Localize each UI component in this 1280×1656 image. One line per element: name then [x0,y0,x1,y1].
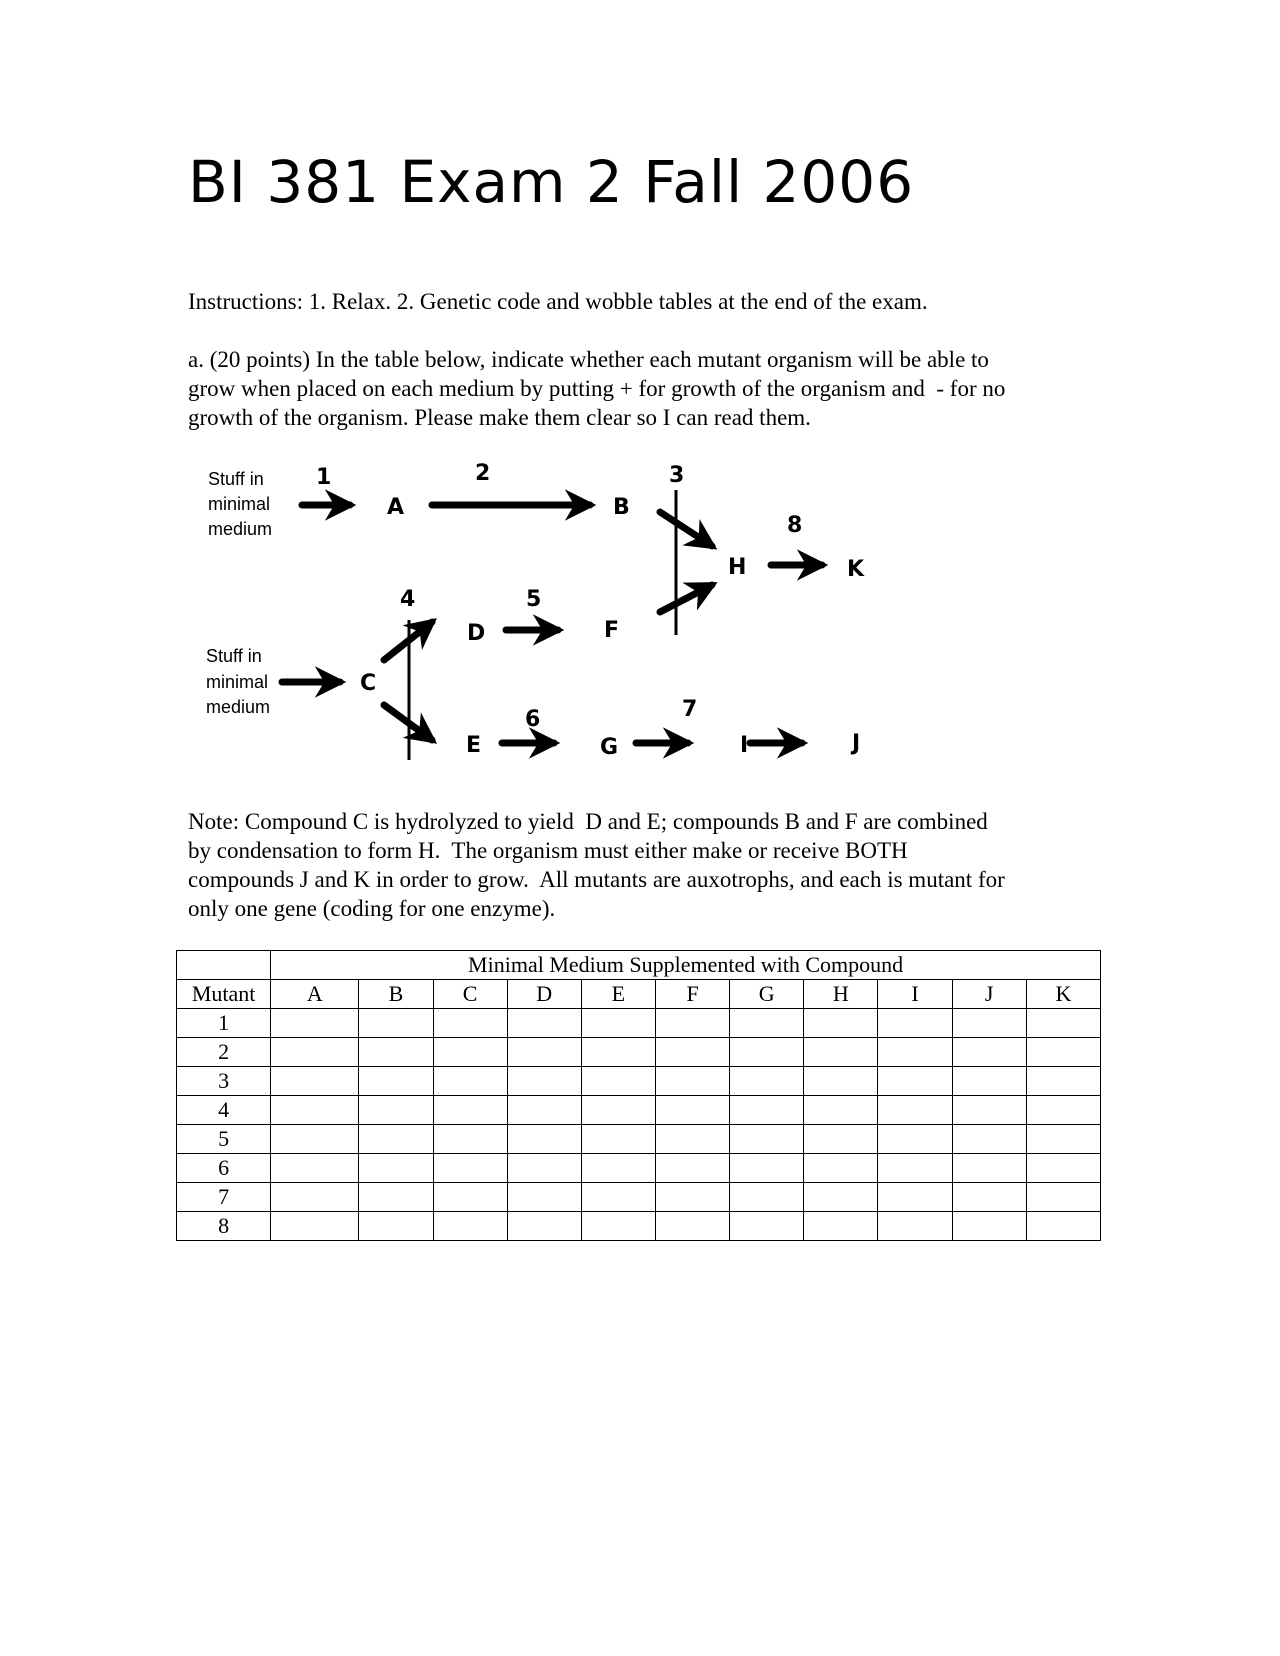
growth-answer-cell[interactable] [804,1096,878,1125]
mutant-number: 2 [177,1038,271,1067]
growth-answer-cell[interactable] [271,1038,359,1067]
growth-answer-cell[interactable] [730,1125,804,1154]
table-header-row [177,951,1101,980]
growth-answer-cell[interactable] [952,1125,1026,1154]
growth-answer-cell[interactable] [878,1038,952,1067]
source-label-line: minimal [208,494,271,514]
growth-answer-cell[interactable] [655,1067,729,1096]
growth-answer-cell[interactable] [1026,1183,1100,1212]
question-line: grow when placed on each medium by putting + for growth of the organism and - for no [188,376,1006,401]
growth-answer-cell[interactable] [1026,1096,1100,1125]
step-number: 5 [526,587,542,612]
growth-answer-cell[interactable] [952,1009,1026,1038]
growth-answer-cell[interactable] [271,1096,359,1125]
note-line: Note: Compound C is hydrolyzed to yield D and E; compounds B and F are combined [188,809,988,834]
compound-j: J [852,731,861,756]
growth-answer-cell[interactable] [655,1212,729,1241]
arrow-f-to-h [660,585,712,612]
mutant-number: 7 [177,1183,271,1212]
compound-e: E [466,733,482,758]
column-header: C [433,980,507,1009]
growth-answer-cell[interactable] [507,1038,581,1067]
growth-answer-cell[interactable] [433,1038,507,1067]
question-line: a. (20 points) In the table below, indicate whether each mutant organism will be able to [188,347,989,372]
growth-answer-cell[interactable] [1026,1038,1100,1067]
compound-h: H [728,555,747,580]
growth-answer-cell[interactable] [804,1154,878,1183]
growth-answer-cell[interactable] [507,1154,581,1183]
growth-answer-cell[interactable] [878,1096,952,1125]
growth-answer-cell[interactable] [878,1212,952,1241]
column-header: G [730,980,804,1009]
growth-answer-cell[interactable] [507,1009,581,1038]
mutant-number: 8 [177,1212,271,1241]
source-label-line: Stuff in [206,646,262,666]
growth-answer-cell[interactable] [581,1038,655,1067]
column-header: E [581,980,655,1009]
column-header: H [804,980,878,1009]
growth-answer-cell[interactable] [878,1125,952,1154]
growth-answer-cell[interactable] [804,1125,878,1154]
step-number: 3 [669,463,685,488]
note-line: compounds J and K in order to grow. All mutants are auxotrophs, and each is mutant for [188,867,1005,892]
growth-answer-cell[interactable] [581,1096,655,1125]
growth-answer-cell[interactable] [804,1038,878,1067]
growth-answer-cell[interactable] [655,1096,729,1125]
table-row [177,1038,1101,1067]
growth-answer-cell[interactable] [952,1038,1026,1067]
column-header: F [655,980,729,1009]
growth-answer-cell[interactable] [581,1154,655,1183]
growth-answer-cell[interactable] [1026,1125,1100,1154]
mutant-number: 1 [177,1009,271,1038]
mutant-number: 4 [177,1096,271,1125]
arrow-b-to-h [660,512,712,546]
note-line: by condensation to form H. The organism must either make or receive BOTH [188,838,908,863]
column-header: D [507,980,581,1009]
growth-answer-cell[interactable] [730,1009,804,1038]
growth-answer-cell[interactable] [271,1067,359,1096]
table-corner-cell [177,951,271,980]
source-label-line: medium [206,697,271,717]
column-header: A [271,980,359,1009]
column-header: B [359,980,433,1009]
growth-answer-cell[interactable] [433,1096,507,1125]
table-row [177,1154,1101,1183]
row-header-label: Mutant [177,980,271,1009]
growth-answer-cell[interactable] [271,1125,359,1154]
growth-answer-cell[interactable] [1026,1212,1100,1241]
compound-f: F [604,618,620,643]
growth-answer-cell[interactable] [804,1212,878,1241]
growth-answer-cell[interactable] [655,1009,729,1038]
growth-answer-cell[interactable] [359,1038,433,1067]
step-number: 1 [316,465,332,490]
growth-answer-cell[interactable] [507,1212,581,1241]
growth-answer-cell[interactable] [507,1183,581,1212]
growth-answer-cell[interactable] [878,1154,952,1183]
table-row [177,1125,1101,1154]
growth-answer-cell[interactable] [952,1096,1026,1125]
growth-answer-cell[interactable] [433,1183,507,1212]
growth-answer-cell[interactable] [581,1125,655,1154]
growth-answer-cell[interactable] [730,1038,804,1067]
growth-answer-cell[interactable] [655,1125,729,1154]
growth-answer-cell[interactable] [804,1067,878,1096]
growth-answer-cell[interactable] [271,1183,359,1212]
mutant-number: 3 [177,1067,271,1096]
growth-answer-cell[interactable] [878,1067,952,1096]
growth-answer-cell[interactable] [1026,1154,1100,1183]
source-label-line: Stuff in [208,469,264,489]
column-header: I [878,980,952,1009]
table-row [177,1067,1101,1096]
growth-answer-cell[interactable] [730,1154,804,1183]
growth-answer-cell[interactable] [359,1125,433,1154]
growth-answer-cell[interactable] [655,1183,729,1212]
growth-answer-cell[interactable] [952,1067,1026,1096]
growth-answer-cell[interactable] [271,1154,359,1183]
growth-answer-cell[interactable] [1026,1067,1100,1096]
mutant-growth-table [176,950,1101,1241]
growth-answer-cell[interactable] [433,1212,507,1241]
growth-answer-cell[interactable] [730,1067,804,1096]
compound-k: K [847,557,865,582]
growth-answer-cell[interactable] [581,1067,655,1096]
question-line: growth of the organism. Please make them clear so I can read them. [188,405,811,430]
step-number: 7 [682,697,698,722]
growth-answer-cell[interactable] [271,1009,359,1038]
growth-answer-cell[interactable] [730,1212,804,1241]
table-column-header-row [177,980,1101,1009]
growth-answer-cell[interactable] [581,1009,655,1038]
step-number: 4 [400,587,416,612]
growth-answer-cell[interactable] [359,1067,433,1096]
source-label-line: minimal [206,672,269,692]
growth-answer-cell[interactable] [804,1183,878,1212]
growth-answer-cell[interactable] [581,1212,655,1241]
table-row [177,1183,1101,1212]
growth-answer-cell[interactable] [730,1096,804,1125]
growth-answer-cell[interactable] [507,1096,581,1125]
growth-answer-cell[interactable] [952,1212,1026,1241]
note-line: only one gene (coding for one enzyme). [188,896,556,921]
growth-answer-cell[interactable] [433,1009,507,1038]
compound-i: I [740,733,749,758]
table-row [177,1009,1101,1038]
growth-answer-cell[interactable] [433,1154,507,1183]
growth-answer-cell[interactable] [1026,1009,1100,1038]
note-text [188,807,1088,923]
growth-answer-cell[interactable] [359,1096,433,1125]
pathway-diagram [190,450,910,770]
compound-g: G [600,735,619,760]
growth-answer-cell[interactable] [952,1154,1026,1183]
source-label-line: medium [208,519,273,539]
growth-answer-cell[interactable] [655,1038,729,1067]
step-number: 8 [787,513,803,538]
growth-answer-cell[interactable] [730,1183,804,1212]
growth-answer-cell[interactable] [507,1125,581,1154]
growth-answer-cell[interactable] [581,1183,655,1212]
compound-b: B [613,495,630,520]
growth-answer-cell[interactable] [952,1183,1026,1212]
table-title: Minimal Medium Supplemented with Compound [271,951,1101,980]
growth-answer-cell[interactable] [359,1154,433,1183]
table-row [177,1096,1101,1125]
step-number: 2 [475,461,491,486]
growth-answer-cell[interactable] [433,1125,507,1154]
question-text [188,345,1088,432]
column-header: K [1026,980,1100,1009]
growth-answer-cell[interactable] [878,1009,952,1038]
instructions-text: Instructions: 1. Relax. 2. Genetic code and wobble tables at the end of the exam. [188,289,928,314]
growth-answer-cell[interactable] [271,1212,359,1241]
mutant-number: 6 [177,1154,271,1183]
growth-answer-cell[interactable] [804,1009,878,1038]
growth-answer-cell[interactable] [433,1067,507,1096]
growth-answer-cell[interactable] [878,1183,952,1212]
table-row [177,1212,1101,1241]
growth-answer-cell[interactable] [507,1067,581,1096]
compound-a: A [387,495,405,520]
mutant-number: 5 [177,1125,271,1154]
compound-d: D [467,621,486,646]
compound-c: C [360,671,377,696]
growth-answer-cell[interactable] [359,1212,433,1241]
step-number: 6 [525,707,541,732]
growth-answer-cell[interactable] [655,1154,729,1183]
growth-answer-cell[interactable] [359,1009,433,1038]
growth-answer-cell[interactable] [359,1183,433,1212]
column-header: J [952,980,1026,1009]
page-title: BI 381 Exam 2 Fall 2006 [188,148,915,216]
